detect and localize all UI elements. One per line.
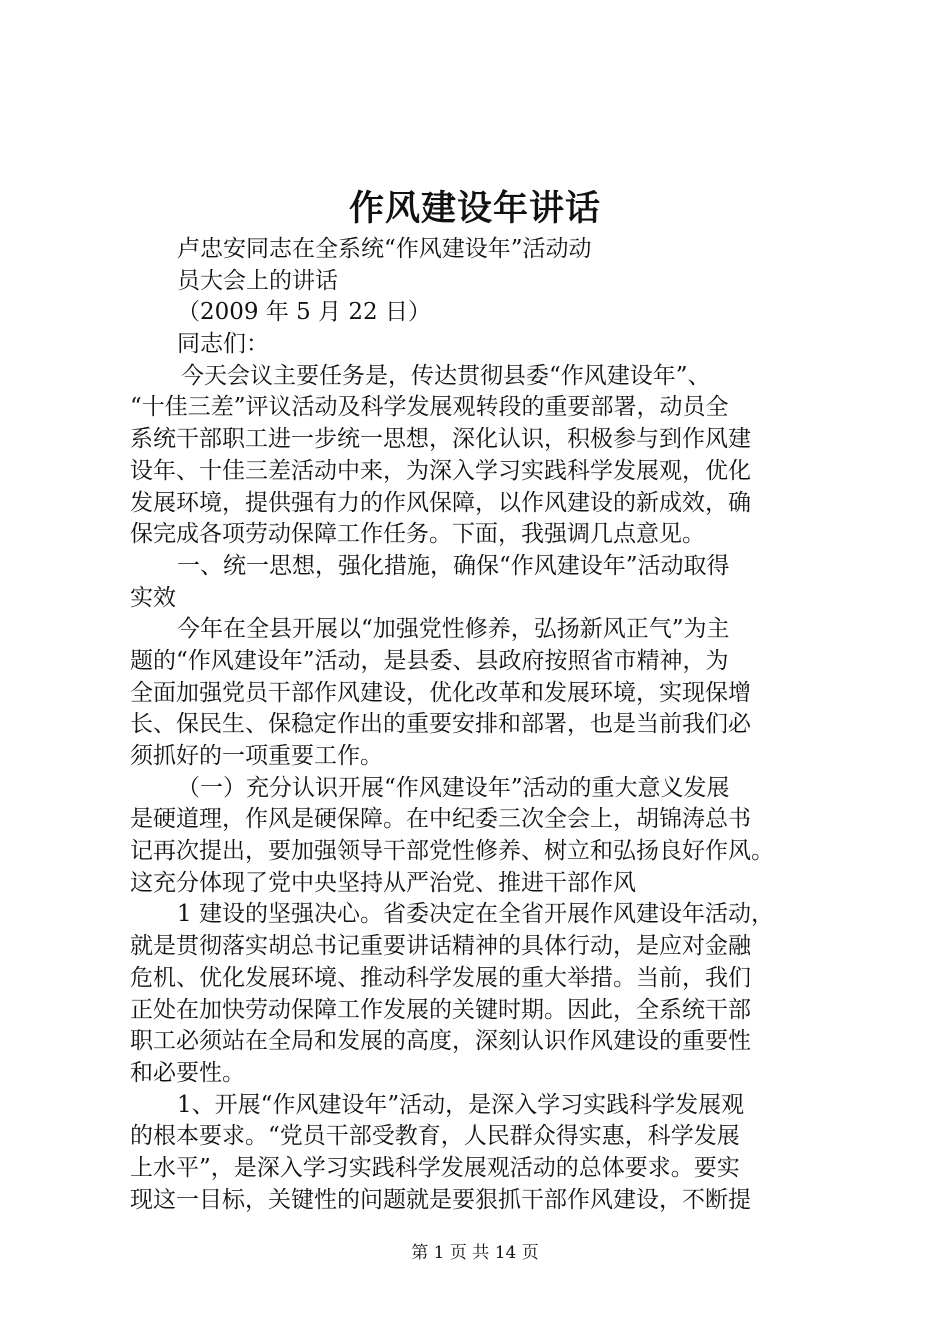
- paragraph-line: 正处在加快劳动保障工作发展的关键时期。因此，全系统干部: [130, 996, 751, 1023]
- paragraph-line: 危机、优化发展环境、推动科学发展的重大举措。当前，我们: [130, 964, 751, 991]
- paragraph-line: 现这一目标，关键性的问题就是要狠抓干部作风建设，不断提: [130, 1186, 751, 1213]
- paragraph-line: 1 建设的坚强决心。省委决定在全省开展作风建设年活动，: [177, 901, 774, 928]
- paragraph-line: 全面加强党员干部作风建设，优化改革和发展环境，实现保增: [130, 679, 751, 706]
- section-heading: 一、统一思想，强化措施，确保“作风建设年”活动取得: [177, 552, 730, 579]
- paragraph-line: 须抓好的一项重要工作。: [130, 743, 383, 769]
- subsection-heading: （一）充分认识开展“作风建设年”活动的重大意义发展: [177, 774, 730, 801]
- paragraph-line: 长、保民生、保稳定作出的重要安排和部署，也是当前我们必: [130, 711, 751, 738]
- paragraph-line: 上水平”，是深入学习实践科学发展观活动的总体要求。要实: [130, 1154, 740, 1181]
- paragraph-line: 就是贯彻落实胡总书记重要讲话精神的具体行动，是应对金融: [130, 933, 751, 960]
- speech-date: （2009 年 5 月 22 日）: [177, 299, 431, 326]
- paragraph-line: 的根本要求。“党员干部受教育，人民群众得实惠，科学发展: [130, 1123, 740, 1150]
- paragraph-line: 记再次提出，要加强领导干部党性修养、树立和弘扬良好作风。: [130, 838, 774, 865]
- paragraph-line: 系统干部职工进一步统一思想，深化认识，积极参与到作风建: [130, 426, 751, 453]
- numbered-point: 1、开展“作风建设年”活动，是深入学习实践科学发展观: [177, 1091, 745, 1118]
- paragraph-line: 职工必须站在全局和发展的高度，深刻认识作风建设的重要性: [130, 1028, 751, 1055]
- paragraph-line: 这充分体现了党中央坚持从严治党、推进干部作风: [130, 869, 636, 896]
- paragraph-line: “十佳三差”评议活动及科学发展观转段的重要部署，动员全: [130, 394, 729, 421]
- subtitle-line-2: 员大会上的讲话: [177, 267, 338, 294]
- paragraph-line: 今年在全县开展以“加强党性修养，弘扬新风正气”为主: [177, 616, 730, 643]
- paragraph-line: 和必要性。: [130, 1059, 245, 1086]
- document-title: 作风建设年讲话: [348, 188, 601, 229]
- document-body: [130, 234, 840, 1216]
- subtitle-line-1: 卢忠安同志在全系统“作风建设年”活动动: [177, 236, 592, 262]
- paragraph-line: 发展环境，提供强有力的作风保障，以作风建设的新成效，确: [130, 489, 751, 516]
- paragraph-line: 今天会议主要任务是，传达贯彻县委“作风建设年”、: [181, 362, 711, 389]
- paragraph-line: 保完成各项劳动保障工作任务。下面，我强调几点意见。: [130, 521, 705, 548]
- paragraph-line: 设年、十佳三差活动中来，为深入学习实践科学发展观，优化: [130, 457, 751, 484]
- page-footer: 第 1 页 共 14 页: [411, 1243, 539, 1263]
- section-heading: 实效: [130, 584, 176, 611]
- paragraph-line: 题的“作风建设年”活动，是县委、县政府按照省市精神，为: [130, 647, 729, 674]
- paragraph-line: 是硬道理，作风是硬保障。在中纪委三次全会上，胡锦涛总书: [130, 806, 751, 833]
- salutation: 同志们：: [177, 331, 269, 358]
